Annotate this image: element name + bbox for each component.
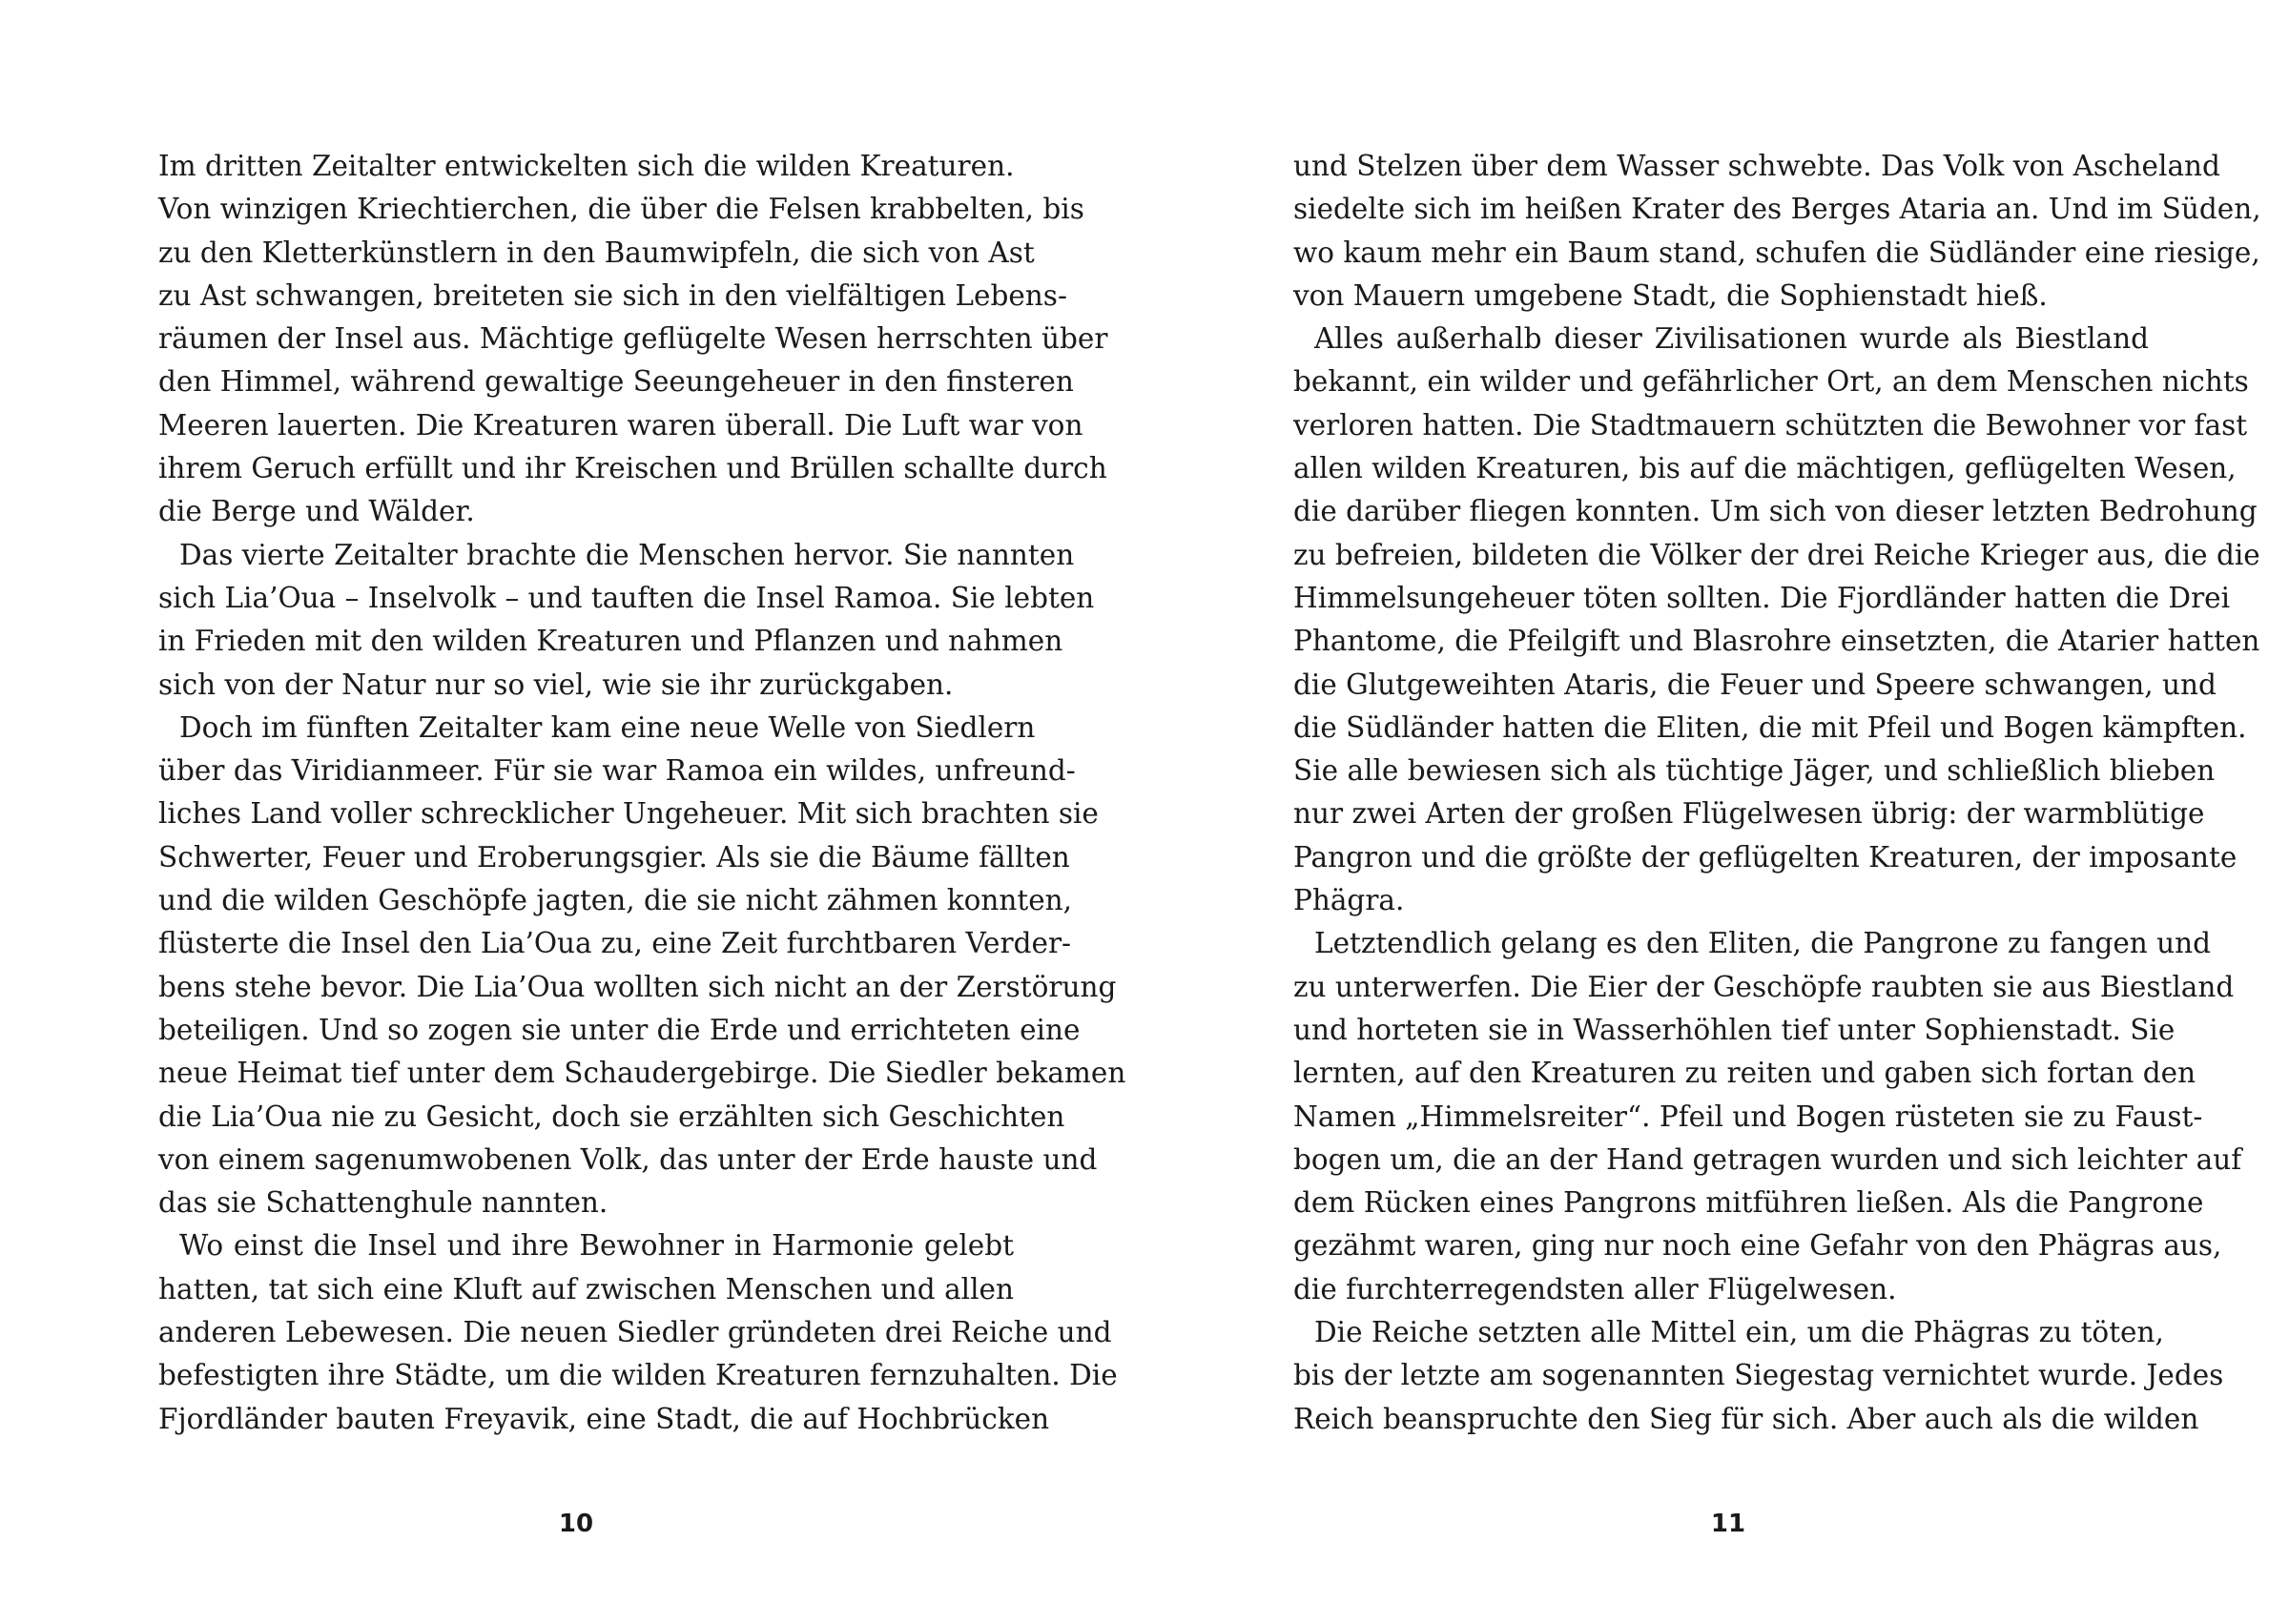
text-line: die Glutgeweihten Ataris, die Feuer und Speere schwangen, und [1293, 668, 2217, 701]
paragraph [158, 707, 1126, 1225]
text-line: nur zwei Arten der großen Flügelwesen übrig: der warmblütige [1293, 797, 2205, 831]
text-line: und die wilden Geschöpfe jagten, die sie nicht zähmen konnten, [158, 884, 1073, 917]
paragraph [158, 534, 1095, 707]
text-line: gezähmt waren, ging nur noch eine Gefahr von den Phägras aus, [1293, 1229, 2222, 1263]
paragraph [1293, 145, 2261, 318]
text-line: Reich beanspruchte den Sieg für sich. Aber auch als die wilden [1293, 1402, 2199, 1435]
text-line: zu Ast schwangen, breiteten sie sich in den vielfältigen Lebens- [158, 278, 1067, 312]
text-line: Meeren lauerten. Die Kreaturen waren überall. Die Luft war von [158, 408, 1083, 442]
text-line: zu befreien, bildeten die Völker der drei Reiche Krieger aus, die die [1293, 538, 2260, 571]
page-number: 11 [1710, 1510, 1746, 1538]
text-line: Himmelsungeheuer töten sollten. Die Fjordländer hatten die Drei [1293, 581, 2231, 614]
text-line: bekannt, ein wilder und gefährlicher Ort, an dem Menschen nichts [1293, 365, 2249, 399]
text-line: wo kaum mehr ein Baum stand, schufen die Südländer eine riesige, [1293, 236, 2260, 269]
text-line: liches Land voller schrecklicher Ungeheuer. Mit sich brachten sie [158, 797, 1099, 831]
text-line: Phägra. [1293, 884, 1405, 917]
text-line: die furchterregendsten aller Flügelwesen. [1293, 1272, 1897, 1305]
text-line: flüsterte die Insel den Lia’Oua zu, eine Zeit furchtbaren Verder- [158, 927, 1072, 960]
text-line: Fjordländer bauten Freyavik, eine Stadt, die auf Hochbrücken [158, 1402, 1050, 1435]
page-number: 10 [558, 1510, 594, 1538]
paragraph [158, 1224, 1118, 1440]
text-line: allen wilden Kreaturen, bis auf die mächtigen, geflügelten Wesen, [1293, 452, 2237, 485]
text-line: Schwerter, Feuer und Eroberungsgier. Als sie die Bäume fällten [158, 840, 1070, 874]
text-line: verloren hatten. Die Stadtmauern schützten die Bewohner vor fast [1293, 408, 2248, 442]
text-line: räumen der Insel aus. Mächtige geflügelte Wesen herrschten über [158, 322, 1108, 356]
text-line: den Himmel, während gewaltige Seeungeheuer in den finsteren [158, 365, 1074, 399]
text-line: Phantome, die Pfeilgift und Blasrohre einsetzten, die Atarier hatten [1293, 625, 2260, 658]
text-line: Pangron und die größte der geflügelten Kreaturen, der imposante [1293, 840, 2237, 874]
text-line: von einem sagenumwobenen Volk, das unter der Erde hauste und [158, 1142, 1098, 1176]
text-line: die Berge und Wälder. [158, 495, 475, 528]
text-line: zu unterwerfen. Die Eier der Geschöpfe raubten sie aus Biestland [1293, 970, 2235, 1003]
text-line: das sie Schattenghule nannten. [158, 1186, 608, 1220]
text-line: neue Heimat tief unter dem Schaudergebirge. Die Siedler bekamen [158, 1057, 1126, 1090]
text-line: hatten, tat sich eine Kluft auf zwischen Menschen und allen [158, 1272, 1014, 1305]
text-line: bogen um, die an der Hand getragen wurden und sich leichter auf [1293, 1142, 2242, 1176]
text-line: die Lia’Oua nie zu Gesicht, doch sie erzählten sich Geschichten [158, 1100, 1065, 1133]
text-line: Doch im fünften Zeitalter kam eine neue Welle von Siedlern [179, 710, 1036, 744]
text-line: Namen „Himmelsreiter“. Pfeil und Bogen rüsteten sie zu Faust- [1293, 1100, 2203, 1133]
text-line: befestigten ihre Städte, um die wilden Kreaturen fernzuhalten. Die [158, 1359, 1118, 1392]
text-line: die Südländer hatten die Eliten, die mit Pfeil und Bogen kämpften. [1293, 710, 2247, 744]
text-line: Sie alle bewiesen sich als tüchtige Jäger, und schließlich blieben [1293, 754, 2216, 788]
text-line: sich Lia’Oua – Inselvolk – und tauften die Insel Ramoa. Sie lebten [158, 581, 1095, 614]
text-line: bens stehe bevor. Die Lia’Oua wollten sich nicht an der Zerstörung [158, 970, 1117, 1003]
right-page [1293, 145, 2261, 1441]
paragraph [1293, 1311, 2224, 1441]
text-line: dem Rücken eines Pangrons mitführen ließen. Als die Pangrone [1293, 1186, 2204, 1220]
text-line: und Stelzen über dem Wasser schwebte. Das Volk von Ascheland [1293, 150, 2220, 182]
text-line: siedelte sich im heißen Krater des Berges Ataria an. Und im Süden, [1293, 193, 2261, 226]
text-line: in Frieden mit den wilden Kreaturen und Pflanzen und nahmen [158, 625, 1063, 658]
text-line: Im dritten Zeitalter entwickelten sich die wilden Kreaturen. [158, 150, 1015, 182]
text-line: Von winzigen Kriechtierchen, die über die Felsen krabbelten, bis [158, 193, 1084, 226]
text-line: über das Viridianmeer. Für sie war Ramoa ein wildes, unfreund- [158, 754, 1076, 788]
text-line: sich von der Natur nur so viel, wie sie ihr zurückgaben. [158, 668, 954, 701]
paragraph [158, 145, 1108, 534]
text-line: lernten, auf den Kreaturen zu reiten und gaben sich fortan den [1293, 1057, 2196, 1090]
text-line: zu den Kletterkünstlern in den Baumwipfeln, die sich von Ast [158, 236, 1035, 269]
left-page [158, 145, 1126, 1441]
text-line: und horteten sie in Wasserhöhlen tief unter Sophienstadt. Sie [1293, 1013, 2176, 1046]
text-line: ihrem Geruch erfüllt und ihr Kreischen und Brüllen schallte durch [158, 452, 1107, 485]
text-line: die darüber fliegen konnten. Um sich von dieser letzten Bedrohung [1293, 495, 2258, 528]
text-line: anderen Lebewesen. Die neuen Siedler gründeten drei Reiche und [158, 1316, 1112, 1349]
text-line: Wo einst die Insel und ihre Bewohner in Harmonie gelebt [179, 1229, 1014, 1263]
text-line: Das vierte Zeitalter brachte die Menschen hervor. Sie nannten [179, 538, 1075, 571]
text-line: Die Reiche setzten alle Mittel ein, um die Phägras zu töten, [1314, 1316, 2164, 1349]
text-line: Letztendlich gelang es den Eliten, die Pangrone zu fangen und [1314, 927, 2212, 960]
text-line: von Mauern umgebene Stadt, die Sophienstadt hieß. [1293, 278, 2048, 312]
text-line: Alles außerhalb dieser Zivilisationen wurde als Biestland [1314, 322, 2149, 356]
paragraph [1293, 922, 2242, 1311]
paragraph [1293, 318, 2260, 922]
text-line: beteiligen. Und so zogen sie unter die Erde und errichteten eine [158, 1013, 1081, 1046]
text-line: bis der letzte am sogenannten Siegestag vernichtet wurde. Jedes [1293, 1359, 2224, 1392]
